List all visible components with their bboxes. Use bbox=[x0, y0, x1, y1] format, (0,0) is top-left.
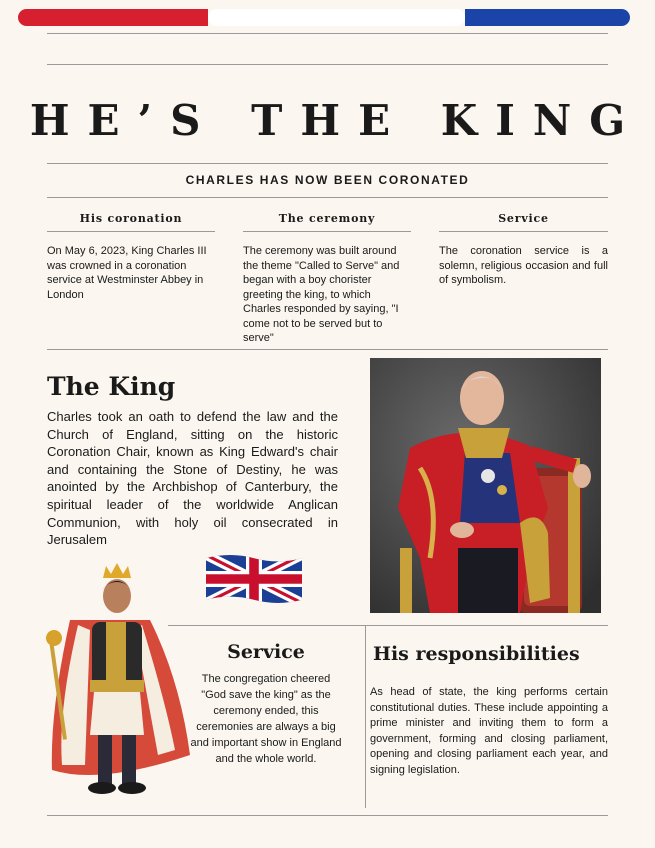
divider bbox=[47, 64, 608, 65]
king-text: Charles took an oath to defend the law and the Church of England, sitting on the historic Coronation Chair, known as King Edward's chair and containing the Stone of Destiny, he was anointed by the Archbishop of Canterbury, the spiritual leader of the worldwide Anglican Communion, with holy oil consecrated in Jerusalem bbox=[47, 409, 338, 548]
page-subtitle: CHARLES HAS NOW BEEN CORONATED bbox=[185, 173, 470, 187]
divider bbox=[47, 163, 608, 164]
divider bbox=[47, 33, 608, 34]
column-underline bbox=[243, 231, 411, 232]
divider bbox=[47, 197, 608, 198]
page-title: HE’S THE KING bbox=[29, 96, 644, 145]
responsibilities-text: As head of state, the king performs certain constitutional duties. These include appointing a prime minister and inviting them to form a government, forming and closing parliament, opening and closing parliament each year, and signing legislation. bbox=[370, 686, 608, 776]
vertical-divider bbox=[365, 625, 366, 808]
column-underline bbox=[47, 231, 215, 232]
column-text-service: The coronation service is a solemn, religious occasion and full of symbolism. bbox=[439, 245, 608, 286]
column-heading-ceremony: The ceremony bbox=[278, 212, 376, 225]
column-heading-service: Service bbox=[498, 212, 549, 225]
responsibilities-heading: His responsibilities bbox=[373, 643, 580, 665]
tricolor-banner bbox=[18, 9, 630, 26]
king-heading: The King bbox=[47, 372, 176, 401]
banner-red bbox=[18, 9, 208, 26]
union-jack-flag-icon bbox=[206, 552, 302, 606]
service-text: The congregation cheered "God save the king" as the ceremony ended, this ceremonies are always a big and important show in England and the whole world. bbox=[190, 673, 342, 765]
divider bbox=[168, 625, 608, 626]
column-text-coronation: On May 6, 2023, King Charles III was crowned in a coronation service at Westminster Abbey in London bbox=[47, 245, 207, 301]
column-heading-coronation: His coronation bbox=[79, 212, 183, 225]
column-underline bbox=[439, 231, 608, 232]
banner-white bbox=[208, 9, 465, 26]
column-text-ceremony: The ceremony was built around the theme "Called to Serve" and began with a boy chorister greeting the king, to which Charles responded by saying, "I come not to be served but to serve" bbox=[243, 245, 400, 344]
banner-blue bbox=[465, 9, 630, 26]
divider bbox=[47, 349, 608, 350]
divider bbox=[47, 815, 608, 816]
service-heading: Service bbox=[227, 641, 305, 663]
king-portrait-photo bbox=[370, 358, 601, 613]
king-cartoon-illustration bbox=[40, 560, 200, 812]
